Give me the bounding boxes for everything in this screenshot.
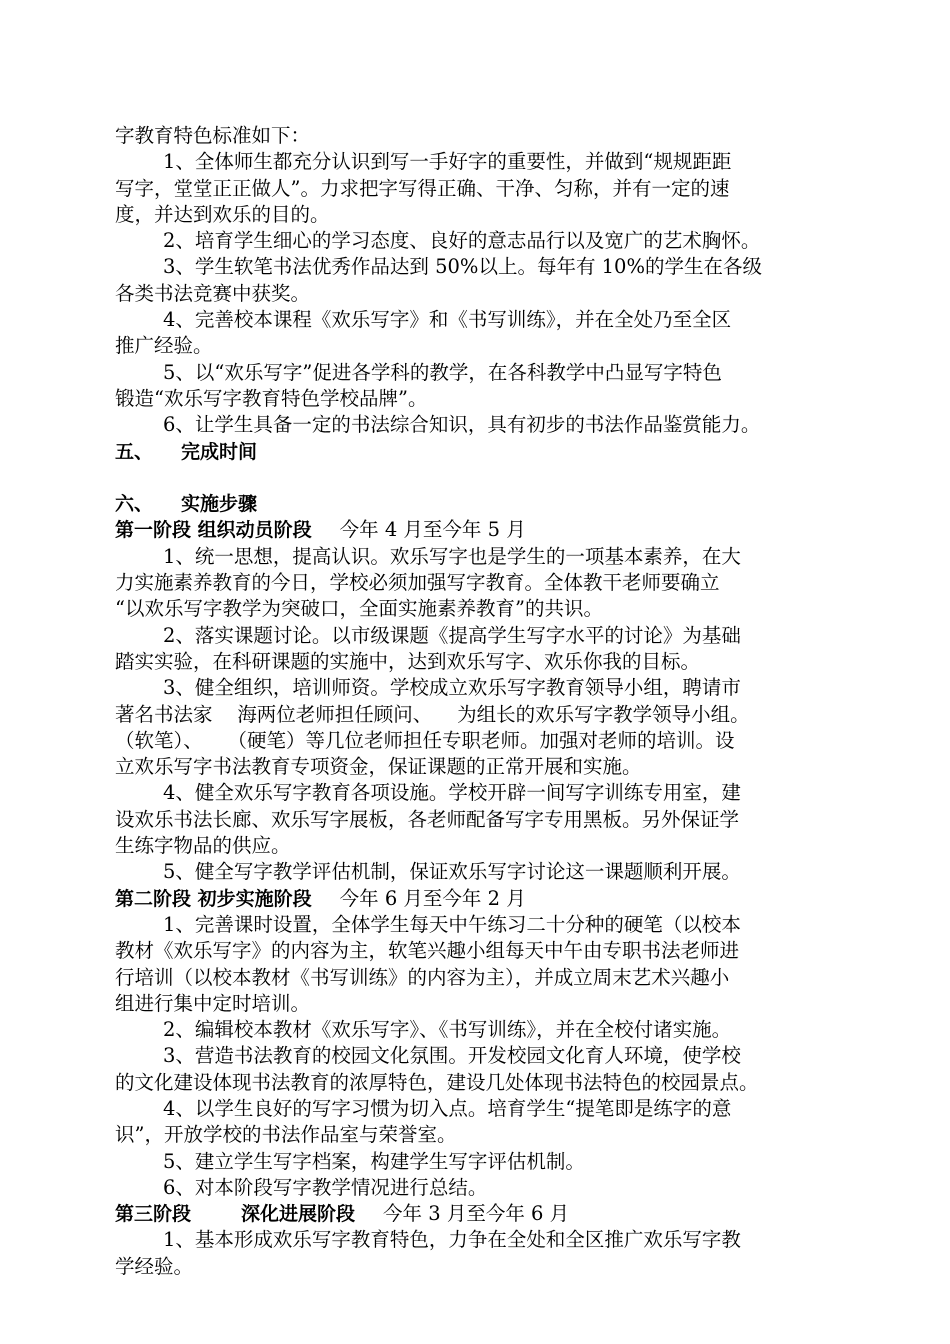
phase-name: 第三阶段: [115, 1203, 192, 1226]
text-line: 著名书法家 海两位老师担任顾问、 为组长的欢乐写字教学领导小组。: [115, 702, 750, 726]
text-line: 写字，堂堂正正做人”。力求把字写得正确、干净、匀称，并有一定的速: [115, 176, 730, 200]
phase-1-item-1: 1、统一思想，提高认识。欢乐写字也是学生的一项基本素养，在大: [163, 544, 741, 568]
phase-3-item-1: 1、基本形成欢乐写字教育特色，力争在全处和全区推广欢乐写字教: [163, 1228, 741, 1252]
phase-1-item-2: 2、落实课题讨论。以市级课题《提高学生写字水平的讨论》为基础: [163, 623, 741, 647]
blank-line: [115, 465, 840, 491]
text-line: 设欢乐书法长廊、欢乐写字展板，各老师配备写字专用黑板。另外保证学: [115, 807, 740, 831]
text-line: 的文化建设体现书法教育的浓厚特色，建设几处体现书法特色的校园景点。: [115, 1070, 759, 1094]
phase-2-item-5: 5、建立学生写字档案，构建学生写字评估机制。: [163, 1149, 585, 1173]
text-line: 立欢乐写字书法教育专项资金，保证课题的正常开展和实施。: [115, 755, 642, 779]
text-line: 力实施素养教育的今日，学校必须加强写字教育。全体教干老师要确立: [115, 571, 720, 595]
text-line: 行培训（以校本教材《书写训练》的内容为主），并成立周末艺术兴趣小: [115, 965, 730, 989]
phase-2-item-3: 3、营造书法教育的校园文化氛围。开发校园文化育人环境，使学校: [163, 1044, 741, 1068]
standard-item-4: 4、完善校本课程《欢乐写字》和《书写训练》，并在全处乃至全区: [163, 308, 732, 332]
text-line: 度，并达到欢乐的目的。: [115, 202, 330, 226]
phase-name: 深化进展阶段: [241, 1203, 356, 1226]
standard-item-6: 6、让学生具备一定的书法综合知识，具有初步的书法作品鉴赏能力。: [163, 413, 761, 437]
phase-name: 第二阶段 初步实施阶段: [115, 887, 312, 910]
section-title: 实施步骤: [181, 493, 258, 516]
text-line: （软笔）、 （硬笔）等几位老师担任专职老师。加强对老师的培训。设: [115, 728, 735, 752]
phase-1-item-3: 3、健全组织，培训师资。学校成立欢乐写字教育领导小组，聘请市: [163, 676, 741, 700]
text-line: 识”，开放学校的书法作品室与荣誉室。: [115, 1123, 457, 1147]
text-line: 教材《欢乐写字》的内容为主，软笔兴趣小组每天中午由专职书法老师进: [115, 939, 740, 963]
document-page: [115, 123, 840, 1280]
standard-item-3: 3、学生软笔书法优秀作品达到 50%以上。每年有 10%的学生在各级: [163, 255, 762, 279]
phase-date: 今年 6 月至今年 2 月: [339, 886, 526, 910]
phase-1-heading: [115, 517, 840, 543]
section-number: 六、: [115, 493, 154, 516]
phase-2-item-4: 4、以学生良好的写字习惯为切入点。培育学生“提笔即是练字的意: [163, 1096, 732, 1120]
text-line: 学经验。: [115, 1254, 194, 1278]
phase-2-item-6: 6、对本阶段写字教学情况进行总结。: [163, 1175, 488, 1199]
text-line: 各类书法竞赛中获奖。: [115, 281, 311, 305]
phase-2-item-2: 2、编辑校本教材《欢乐写字》、《书写训练》，并在全校付诸实施。: [163, 1018, 732, 1042]
text-line: 字教育特色标准如下：: [115, 124, 311, 147]
phase-1-item-4: 4、健全欢乐写字教育各项设施。学校开辟一间写字训练专用室，建: [163, 781, 741, 805]
phase-name: 第一阶段 组织动员阶段: [115, 519, 312, 542]
section-number: 五、: [115, 440, 154, 463]
standard-item-1: 1、全体师生都充分认识到写一手好字的重要性，并做到“规规距距: [163, 150, 732, 174]
text-line: 生练字物品的供应。: [115, 834, 291, 858]
section-title: 完成时间: [181, 440, 258, 463]
section-heading-six: [115, 491, 840, 517]
phase-2-item-1: 1、完善课时设置，全体学生每天中午练习二十分种的硬笔（以校本: [163, 912, 741, 936]
text-line: 推广经验。: [115, 334, 213, 358]
phase-3-heading: [115, 1201, 840, 1227]
phase-2-heading: [115, 886, 840, 912]
phase-1-item-5: 5、健全写字教学评估机制，保证欢乐写字讨论这一课题顺利开展。: [163, 860, 741, 884]
standard-item-2: 2、培育学生细心的学习态度、良好的意志品行以及宽广的艺术胸怀。: [163, 229, 761, 253]
standard-item-5: 5、以“欢乐写字”促进各学科的教学，在各科教学中凸显写字特色: [163, 360, 722, 384]
phase-date: 今年 4 月至今年 5 月: [339, 518, 526, 542]
text-line: 踏实实验，在科研课题的实施中，达到欢乐写字、欢乐你我的目标。: [115, 649, 701, 673]
phase-date: 今年 3 月至今年 6 月: [383, 1202, 570, 1226]
section-heading-five: [115, 439, 840, 465]
text-line: 锻造“欢乐写字教育特色学校品牌”。: [115, 386, 428, 410]
text-line: 组进行集中定时培训。: [115, 991, 311, 1015]
text-line: “以欢乐写字教学为突破口，全面实施素养教育”的共识。: [115, 597, 603, 621]
